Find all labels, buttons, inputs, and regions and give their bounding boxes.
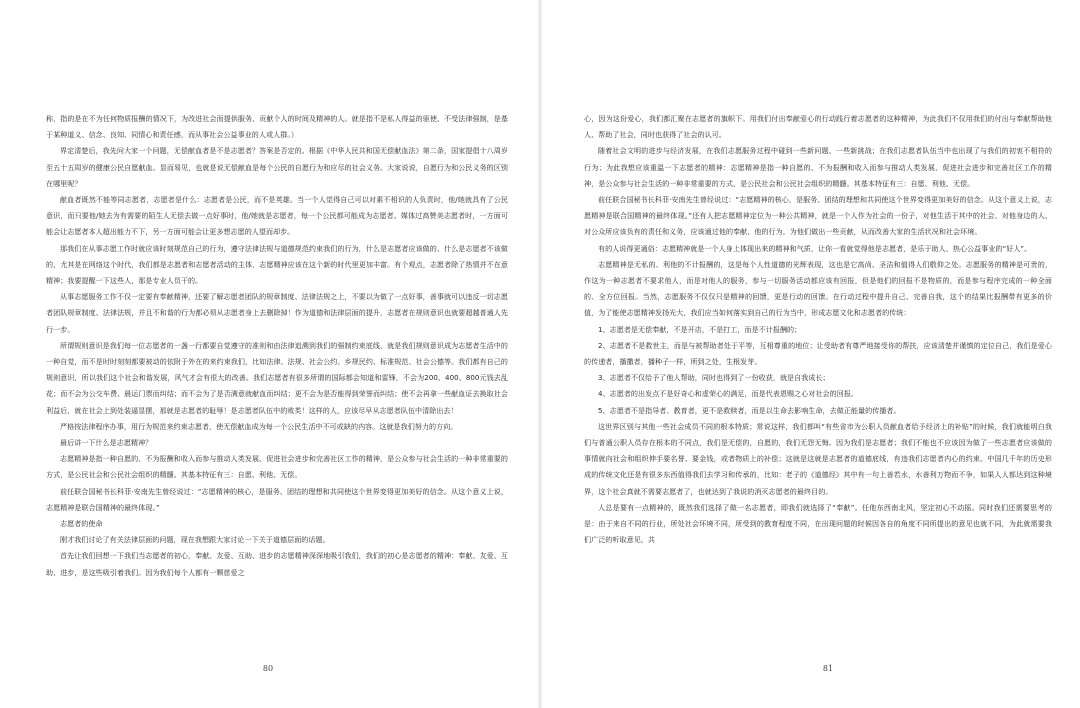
body-paragraph: 志愿精神是无私的、利他的不计报酬的，这是每个人性道德的光辉表现，这也是它高尚、圣洁和值得人们敬仰之处。志愿服务的精神是可贵的，作这为一种志愿者不要求他人，而是对他人的服务，参与一切服务活动都应该有回报，但是他们的回报不是物质的，而是参与程序完成的一种全面的、全方位回报。当然，志愿服务不仅仅只是精神的回馈，更是行动的回馈。在行动过程中提升自己、完善自我，这个的结果比报酬带有更多的价值，为了能使志愿精神发扬光大，我们应当如何落实到自己的行为当中，形成志愿文化和志愿者的传统： [584, 259, 1052, 318]
body-paragraph: 人总是要有一点精神的，既然我们选择了做一名志愿者，即我们就选择了“奉献”。任他东西南北风，坚定初心不动摇。同时我们还需要思考的是：由于来自不同的行业，所处社会环境不同，所受到的教育程度不同，在出现问题的时候因各自的角度不同所提出的意见也就不同，为此就需要我们广泛的听取意见，共 [584, 502, 1052, 545]
body-paragraph: 献血者既然不能等同志愿者，志愿者是什么：志愿者是公民，而不是英雄。当一个人觉得自己可以对素不相识的人负责时，他/她就具有了公民意识，而只要他/她去为有需要的陌生人无偿去做一点好事时，他/她就是志愿者，每一个公民都可能成为志愿者。媒体过高赞美志愿者时，一方面可能会让志愿者本人超出能力不下，另一方面可能会让更多想志愿的人望而却步。 [46, 195, 508, 237]
body-paragraph: 有的人说得更通俗：志愿精神就是一个人身上体现出来的精神和气质，让你一看就觉得他是志愿者，是乐于助人、热心公益事业的“好人”。 [598, 243, 1032, 253]
body-paragraph: 5、志愿者不是指导者、教育者，更不是救赎者，而是以生命去影响生命，去做正能量的传播者。 [598, 405, 901, 415]
body-paragraph: 志愿精神是指一种自愿的、不为报酬和收入而参与推动人类发展、促进社会进步和完善社区工作的精神，是公众参与社会生活的一种非常重要的方式，是公民社会和公民社会组织的精髓。其基本特征有三：自愿、利他、无偿。 [46, 454, 508, 480]
body-paragraph: 2、志愿者不是救世主，而是与被帮助者处于平等，互相尊重的地位；让受助者有尊严地接受你的帮扶，应该清楚并谨慎的定位自己，我们是爱心的传递者，播撒者，播种子一样，所到之处，生根发芽。 [584, 340, 1052, 367]
body-paragraph: 3、志愿者不仅给予了他人帮助，同时也得到了一份收获，就是自我成长； [598, 373, 830, 383]
body-paragraph: 首先让我们回想一下我们当志愿者的初心，奉献、友爱、互助、进步的志愿精神深深地吸引我们，我们的初心是志愿者的精神：奉献、友爱、互助、进步，是这些吸引着我们。因为我们每个人都有一颗慈爱之 [46, 551, 508, 577]
page-number: 81 [822, 664, 834, 673]
body-paragraph: 4、志愿者的出发点不是好奇心和虚荣心的满足，而是代表恩赐之心对社会的回报。 [598, 389, 859, 399]
body-paragraph: 从事志愿服务工作不仅一定要有奉献精神，还要了解志愿者团队的规章制度、法律法规之上，不要以为做了一点好事，善事就可以违反一切志愿者团队规章制度、法律法规，并且不和谐的行为都必须从志愿者身上去删除掉！作为道德和法律层面的提升，志愿者在规则意识也就要超越普通人先行一步。 [46, 292, 508, 334]
body-paragraph: 所谓规则意识是我们每一位志愿者的一盏一行都要自觉遵守的准则和由法律追溯到我们的强制约束底线，就是我们规则意识成为志愿者生活中的一种自觉，而不是时时刻刻都要被动的依附于外在的来约束我们，比如法律、法规、社会公约、乡规民约、标准规范、社会公德等。我们都有自己的规则意识，所以我们这个社会和谐发展，风气才会有很大的改善。我们志愿者有很多所谓的国际都会知道和雷锋，不会为200、400、800元钱去乱花；而不会为公交车费、晨运门票而纠结；而不会为了是否满意就献血而纠结；更不会为是否能得到荣誉而纠结；使不会再拿一些献血证去换取社会利益后，就在社会上到处装逼显摆，那就是志愿者的耻辱！是志愿者队伍中的败类！这样的人，应该尽早从志愿者队伍中清除出去！ [46, 340, 508, 415]
body-paragraph: 心，因为这份爱心，我们都汇聚在志愿者的旗帜下。用我们付出奉献爱心的行动践行着志愿者的这种精神，为此我们不仅用我们的付出与奉献帮助他人、帮助了社会，同时也获得了社会的认可。 [584, 114, 1052, 140]
body-paragraph: 界定清楚后，我先问大家一个问题，无偿献血者是不是志愿者？答案是否定的。根据《中华人民共和国无偿献血法》第二条，国家提倡十八周岁至五十五周岁的健康公民自愿献血。显而易见，也就是说无偿献血是每个公民的自愿行为和应尽的社会义务。大家说说，自愿行为和公民义务的区别在哪里呢？ [46, 146, 508, 188]
body-paragraph: 刚才我们讨论了有关法律层面的问题，现在我想跟大家讨论一下关于道德层面的话题。 [60, 535, 330, 545]
page-text [584, 111, 1052, 548]
page-number: 80 [262, 664, 274, 673]
body-paragraph: 严格按法律程序办事，用行为规范来约束志愿者，使无偿献血成为每一个公民生活中不可或缺的内容。这就是我们努力的方向。 [60, 421, 458, 431]
page-right [540, 0, 1080, 708]
body-paragraph: 前任联合国秘书长科菲·安南先生曾经说过：“志愿精神的核心，是服务、团结的理想和共同使这个世界变得更加美好的信念。从这个意义上说，志愿精神是联合国精神的最终体现。”还有人把志愿精神定位为一种公共精神，就是一个人作为社会的一份子，对他生活于其中的社会、对他身边的人、对公众所应该负有的责任和义务，应该通过他的奉献、他的行为，为他们做出一些贡献，从而改善大家的生活状况和社会环境。 [584, 195, 1052, 237]
page-text [46, 111, 508, 581]
body-paragraph: 称，指的是在不为任何物质报酬的情况下，为改进社会而提供服务、贡献个人的时间及精神的人。就是指不是私人得益的驱使、不受法律强制，是基于某种道义、信念、良知、同情心和责任感，而从事社会公益事业的人或人群。） [46, 114, 508, 140]
body-paragraph: 随着社会文明的进步与经济发展，在我们志愿服务过程中碰到一些新问题、一些新挑战；在我们志愿者队伍当中也出现了与我们的初衷不相符的行为；为此我想应该重温一下志愿者的精神：志愿精神是指一种自愿的、不为报酬和收入而参与推动人类发展、促进社会进步和完善社区工作的精神，是公众参与社会生活的一种非常重要的方式，是公民社会和公民社会组织的精髓。其基本特征有三：自愿、利他、无偿。 [584, 146, 1052, 188]
body-paragraph: 最后讲一下什么是志愿精神？ [60, 438, 153, 448]
body-paragraph: 这世界区别与其他一些社会成员不同的根本特质；常说这样，我们都叫“有些省市为公职人员献血者给予经济上的补贴”的时候，我们就能明白我们与普通公职人员存在根本的不同点，我们是无偿的，自愿的，我们无怨无悔。因为我们是志愿者；我们不能也不应该因为做了一些志愿者应该做的事情就向社会和组织伸手要名誉、要金钱，或者物质上的补偿；这就是这就是志愿者的道德底线，有违我们志愿者内心的约束。中国几千年的历史形成的传统文化还是有很多东西值得我们去学习和传承的，比如：老子的《道德经》其中有一句上善若水，水善利万物而不争，如果人人都达到这种境界，这个社会真就不需要志愿者了，也就达到了我说的消灭志愿者的最终目的。 [584, 421, 1052, 496]
body-paragraph: 那我们在从事志愿工作时就应该时刻规范自己的行为，遵守法律法规与道德规范约束我们的行为，什么是志愿者应该做的、什么是志愿者不该做的，尤其是在网络这个时代，我们都是志愿者和志愿者活动的主体，志愿精神应该在这个新的时代里更加丰富。有个观点，志愿者除了热情并不在意精神；我要提醒一下这些人，那是专业人员干的。 [46, 243, 508, 286]
body-paragraph: 1、志愿者是无偿奉献，不是开店，不是打工，而是不计报酬的； [598, 324, 802, 334]
body-paragraph: 志愿者的使命 [60, 519, 103, 529]
body-paragraph: 前任联合国秘书长科菲·安南先生曾经说过：“志愿精神的核心，是服务、团结的理想和共同使这个世界变得更加美好的信念。从这个意义上说，志愿精神是联合国精神的最终体现。” [46, 486, 508, 512]
